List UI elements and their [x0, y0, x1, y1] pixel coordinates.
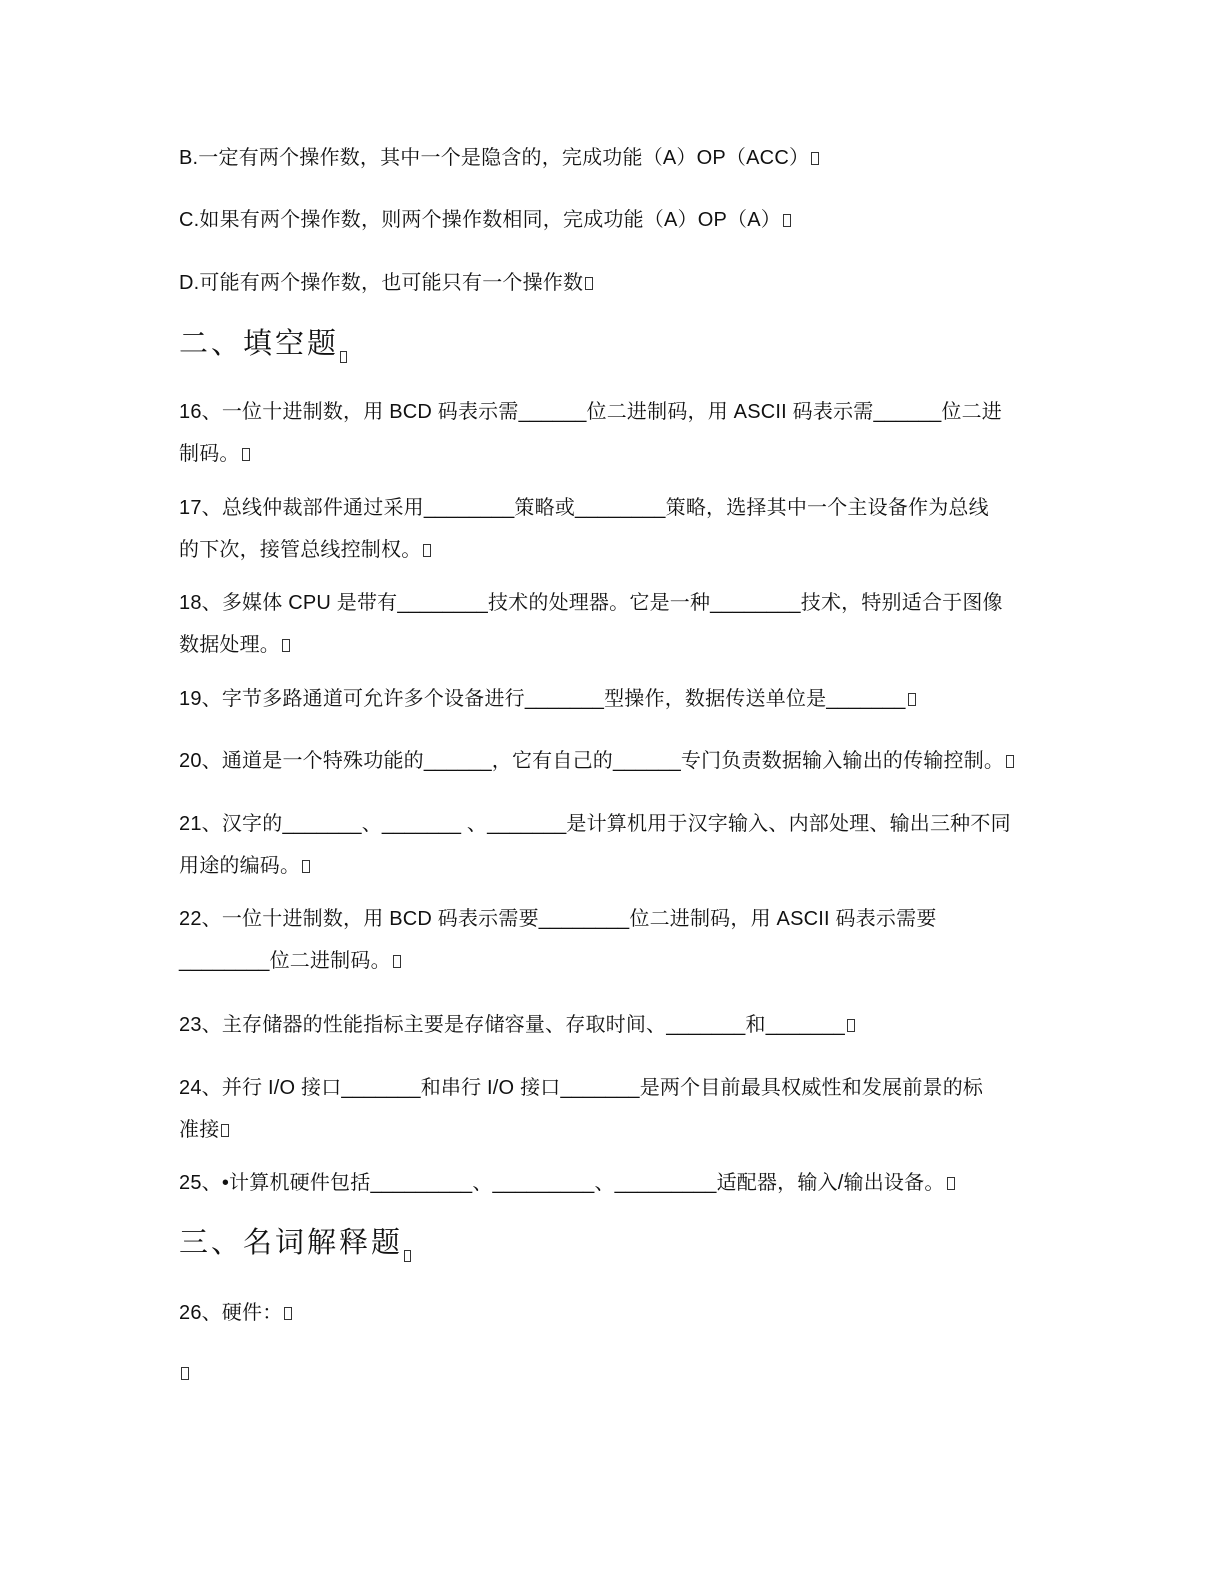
- paragraph-mark-icon: [585, 277, 593, 290]
- question-21-line-2: 用途的编码。: [179, 853, 310, 879]
- paragraph-mark-icon: [284, 1307, 292, 1320]
- question-22-line-2: ________位二进制码。: [179, 948, 401, 974]
- paragraph-mark-icon: [947, 1177, 955, 1190]
- question-22-line-1: 22、一位十进制数，用 BCD 码表示需要________位二进制码，用 ASCII 码表示需要: [179, 908, 937, 930]
- paragraph-mark-icon: [181, 1367, 189, 1380]
- question-24-line-1: 24、并行 I/O 接口_______和串行 I/O 接口_______是两个目前最具权威性和发展前景的标: [179, 1077, 984, 1099]
- question-16-line-2: 制码。: [179, 441, 250, 467]
- paragraph-mark-icon: [423, 544, 431, 557]
- question-26: 26、硬件：: [179, 1300, 292, 1326]
- paragraph-mark-icon: [783, 214, 791, 227]
- question-18-line-2: 数据处理。: [179, 632, 290, 658]
- paragraph-mark-icon: [221, 1124, 229, 1137]
- question-24-line-2: 准接: [179, 1117, 229, 1143]
- question-19: 19、字节多路通道可允许多个设备进行_______型操作，数据传送单位是_______: [179, 686, 916, 712]
- question-16-line-1: 16、一位十进制数，用 BCD 码表示需______位二进制码，用 ASCII 码表示需______位二进: [179, 401, 1003, 423]
- question-25: 25、•计算机硬件包括_________、_________、_________适配器，输入/输出设备。: [179, 1170, 955, 1196]
- paragraph-mark-icon: [302, 860, 310, 873]
- question-21-line-1: 21、汉字的_______、_______ 、_______是计算机用于汉字输入、内部处理、输出三种不同: [179, 813, 1011, 835]
- option-b: B.一定有两个操作数，其中一个是隐含的，完成功能（A）OP（ACC）: [179, 145, 819, 171]
- paragraph-mark-icon: [393, 955, 401, 968]
- option-c: C.如果有两个操作数，则两个操作数相同，完成功能（A）OP（A）: [179, 207, 791, 233]
- question-18-line-1: 18、多媒体 CPU 是带有________技术的处理器。它是一种________技术，特别适合于图像: [179, 592, 1003, 614]
- paragraph-mark-icon: [282, 639, 290, 652]
- section-heading-fill-in: 二、填空题: [179, 325, 347, 363]
- question-17-line-2: 的下次，接管总线控制权。: [179, 537, 431, 563]
- question-23: 23、主存储器的性能指标主要是存储容量、存取时间、_______和_______: [179, 1012, 855, 1038]
- paragraph-mark-icon: [811, 152, 819, 165]
- question-20: 20、通道是一个特殊功能的______，它有自己的______专门负责数据输入输出的传输控制。: [179, 748, 1014, 774]
- paragraph-mark-icon: [1006, 755, 1014, 768]
- paragraph-mark-icon: [908, 693, 916, 706]
- paragraph-mark-icon: [404, 1250, 411, 1262]
- paragraph-mark-icon: [340, 351, 347, 363]
- question-17-line-1: 17、总线仲裁部件通过采用________策略或________策略，选择其中一个主设备作为总线: [179, 497, 989, 519]
- section-heading-term-explanation: 三、名词解释题: [179, 1224, 411, 1262]
- paragraph-mark-icon: [847, 1019, 855, 1032]
- paragraph-mark-icon: [242, 448, 250, 461]
- option-d: D.可能有两个操作数，也可能只有一个操作数: [179, 270, 593, 296]
